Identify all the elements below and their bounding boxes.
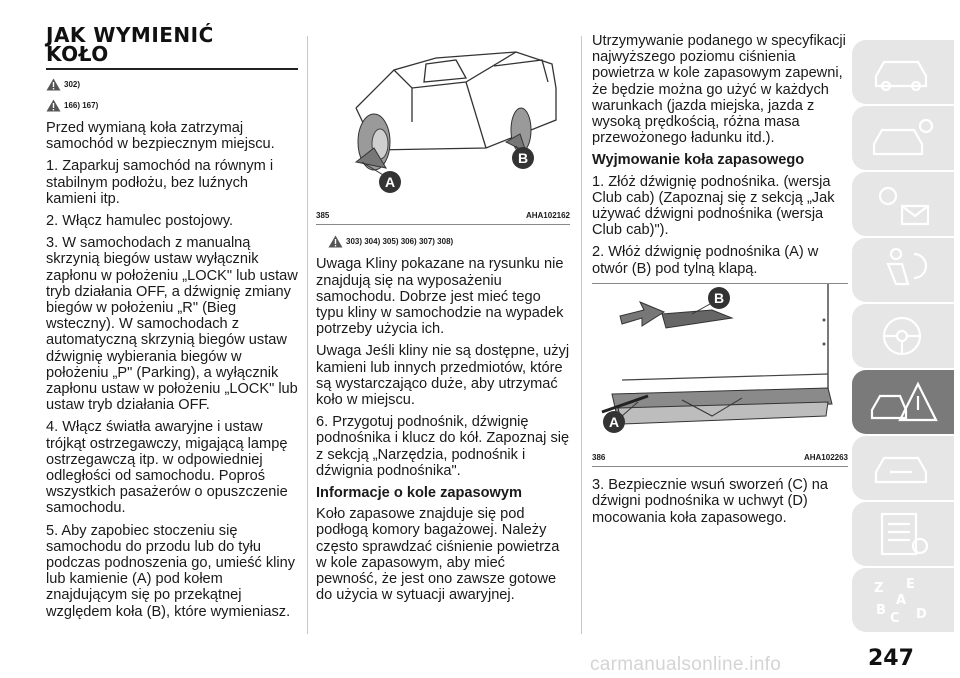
figure-number: 385	[316, 211, 330, 221]
tab-technical-data[interactable]	[852, 502, 954, 566]
step-1: 1. Złóż dźwignię podnośnika. (wersja Club cab) (Zapoznaj się z sekcją „Jak używać dźwigni podnośnika (wersja Club cab)").	[592, 173, 835, 239]
note-paragraph: Uwaga Kliny pokazane na rysunku nie znajdują się na wyposażeniu samochodu. Dobrze jest mieć tego typu kliny w samochodzie na wypadek potrzeby użycia ich.	[316, 256, 564, 338]
tab-emergency[interactable]	[852, 370, 954, 434]
steering-wheel-icon	[866, 310, 938, 362]
paragraph: Utrzymywanie podanego w specyfikacji najwyższego poziomu ciśnienia powietrza w kole zapasowym zapewni, że będzie można go użyć w każdych warunkach (jazda miejska, jazda z wysoką prędkością, różna masa przewożonego ładunku itd.).	[592, 33, 846, 147]
subheading-spare-wheel-info: Informacje o kole zapasowym	[316, 485, 523, 502]
page-number: 247	[868, 646, 914, 671]
figure-code: AHA102263	[803, 453, 848, 463]
callout-b-label: B	[517, 150, 529, 166]
callout-a-label: A	[384, 174, 396, 190]
tab-car-dashboard[interactable]	[852, 40, 954, 104]
step-6: 6. Przygotuj podnośnik, dźwignię podnośnika i klucz do kół. Zapoznaj się z sekcją „Narzędzia, podnośnik i dźwignia podnośnika".	[316, 414, 570, 479]
tab-steering-wheel[interactable]	[852, 304, 954, 368]
column-divider	[307, 36, 308, 634]
warning-triangle-icon	[328, 235, 343, 248]
tab-index[interactable]	[852, 568, 954, 632]
column-middle	[316, 30, 570, 609]
title-line-2: KOŁO	[46, 42, 109, 66]
tab-car-key[interactable]	[852, 106, 954, 170]
step-3: 3. Bezpiecznie wsuń sworzeń (C) na dźwigni podnośnika w uchwyt (D) mocowania koła zapasowego.	[592, 477, 829, 526]
section-title	[46, 23, 298, 66]
figure-rule	[592, 466, 848, 467]
column-right	[592, 33, 848, 532]
paragraph: Koło zapasowe znajduje się pod podłogą komory bagażowej. Należy często sprawdzać ciśnienie powietrza w kole zapasowym, aby mieć pewność, że jest ono zawsze gotowe do użycia w sytuacji awaryjnej.	[316, 506, 560, 604]
svg-text:C: C	[890, 611, 900, 626]
warning-ref-2: 166) 167)	[46, 99, 298, 112]
step-4: 4. Włącz światła awaryjne i ustaw trójkąt ostrzegawczy, migającą lampę ostrzegawczą itp. w odpowiedniej odległości od samochodu. Poproś wszystkich pasażerów o opuszczenie samochodu.	[46, 419, 288, 517]
step-2: 2. Włącz hamulec postojowy.	[46, 213, 234, 230]
airbag-seat-icon	[866, 244, 938, 296]
step-3: 3. W samochodach z manualną skrzynią biegów ustaw wyłącznik zapłonu w położeniu „LOCK" lub ustaw tryb działania OFF, a dźwignię zmiany biegów w położeniu „R" (Bieg wsteczny). W samochodach z automatyczną skrzynią biegów ustaw dźwignię wybierania biegów w położeniu „P" (Parking), a wyłącznik zapłonu ustaw w położeniu „LOCK" lub ustaw tryb działania OFF.	[46, 235, 298, 414]
svg-text:A: A	[896, 593, 907, 608]
step-1: 1. Zaparkuj samochód na równym i stabilnym podłożu, bez luźnych kamieni itp.	[46, 158, 274, 207]
svg-text:Z: Z	[874, 581, 884, 596]
figure-386	[592, 283, 848, 467]
emergency-car-icon	[866, 376, 938, 428]
title-rule	[46, 68, 298, 70]
callout-b-label: B	[713, 289, 725, 306]
technical-data-icon	[866, 508, 938, 560]
svg-text:D: D	[916, 607, 927, 622]
svg-text:B: B	[876, 603, 886, 618]
warning-triangle-icon	[46, 78, 61, 91]
callout-a-label: A	[608, 413, 620, 430]
note-paragraph: Uwaga Jeśli kliny nie są dostępne, użyj kamieni lub innych przedmiotów, które są wystarczająco duże, aby utrzymać koło w miejscu.	[316, 343, 570, 409]
figure-caption	[592, 450, 848, 466]
step-2: 2. Włóż dźwignię podnośnika (A) w otwór (B) pod tylną klapą.	[592, 244, 819, 277]
column-divider	[581, 36, 582, 634]
jack-lever-tailgate-illustration	[592, 284, 848, 444]
car-key-icon	[866, 112, 938, 164]
figure-caption	[316, 208, 570, 224]
warning-refs: 303) 304) 305) 306) 307) 308)	[328, 235, 570, 248]
caution-icon	[46, 99, 61, 112]
tab-car-service[interactable]	[852, 436, 954, 500]
index-az-icon	[866, 574, 938, 626]
column-left	[46, 23, 298, 626]
figure-code: AHA102162	[525, 211, 570, 221]
svg-text:E: E	[906, 577, 915, 592]
warning-lights-icon	[866, 178, 938, 230]
step-5: 5. Aby zapobiec stoczeniu się samochodu do przodu lub do tyłu podczas podnoszenia go, umieść kliny lub kamienie (A) pod kołem znajdującym się po przekątnej względem koła (B), które wymieniasz.	[46, 522, 296, 620]
warning-ref-1: 302)	[46, 78, 298, 91]
figure-rule	[316, 224, 570, 225]
title-line-1: JAK WYMIENIĆ	[46, 23, 214, 47]
tab-warning-lights[interactable]	[852, 172, 954, 236]
car-dashboard-icon	[866, 46, 938, 98]
truck-wheel-chocks-illustration	[316, 30, 570, 202]
car-service-icon	[866, 442, 938, 494]
subheading-removing-spare: Wyjmowanie koła zapasowego	[592, 152, 805, 169]
figure-385	[316, 30, 570, 225]
tab-airbag-seat[interactable]	[852, 238, 954, 302]
watermark: carmanualsonline.info	[590, 654, 782, 675]
figure-number: 386	[592, 453, 606, 463]
paragraph: Przed wymianą koła zatrzymaj samochód w bezpiecznym miejscu.	[46, 120, 275, 153]
